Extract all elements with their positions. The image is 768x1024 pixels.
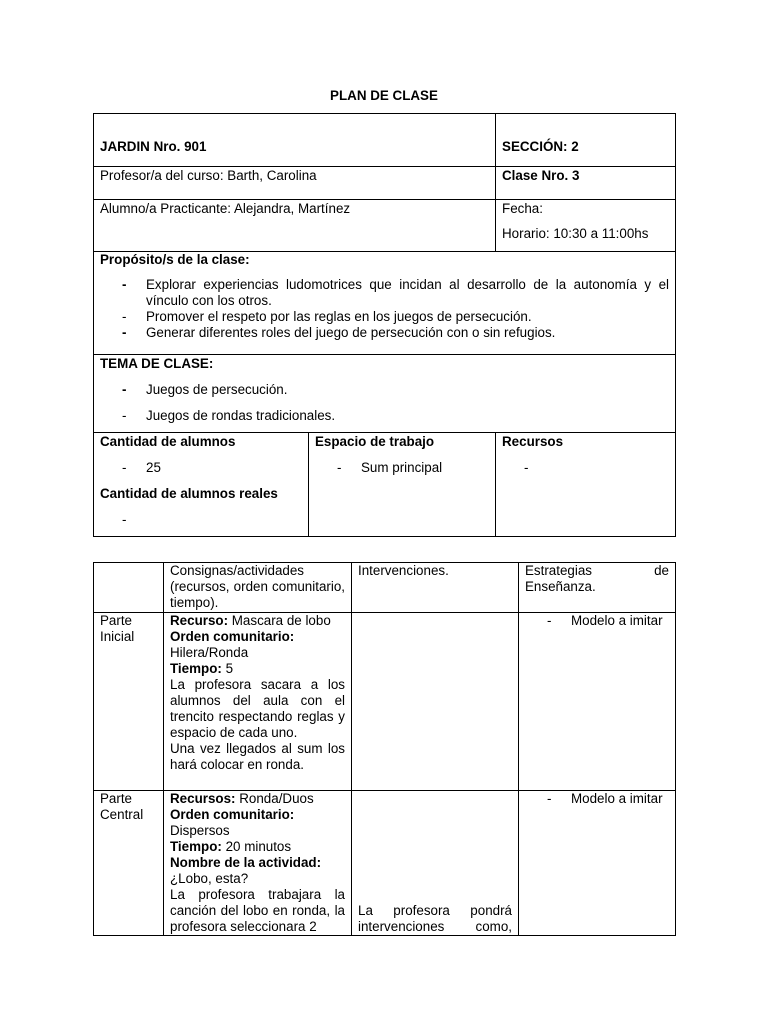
seccion-cell — [496, 114, 676, 167]
tema-item-2: - Juegos de rondas tradicionales. — [100, 408, 669, 424]
recursos-item: - — [502, 460, 669, 476]
cantidad-reales-value — [146, 512, 302, 528]
profesor-cell — [94, 167, 496, 200]
proposito-heading: Propósito/s de la clase: — [100, 252, 250, 267]
inicial-consignas-cell — [164, 613, 352, 791]
proposito-item-3: - Generar diferentes roles del juego de persecución con o sin refugios. — [100, 325, 669, 341]
cantidad-item: - 25 — [100, 460, 302, 476]
inicial-orden-label: Orden comunitario: — [170, 629, 295, 644]
espacio-item: - Sum principal — [315, 460, 489, 476]
cantidad-heading: Cantidad de alumnos — [100, 434, 236, 449]
estrategias-header-cell — [519, 563, 676, 613]
jardin-cell — [94, 114, 496, 167]
clase-cell — [496, 167, 676, 200]
plan-table — [93, 562, 676, 936]
central-text-1: La profesora trabajara la canción del lobo en ronda, la profesora seleccionara 2 — [170, 887, 345, 934]
consignas-header: Consignas/actividades (recursos, orden comunitario, tiempo). — [170, 563, 345, 610]
central-intervenciones-cell — [352, 791, 519, 936]
recursos-value — [548, 460, 669, 476]
proposito-item-1: - Explorar experiencias ludomotrices que incidan al desarrollo de la autonomía y el vínculo con los otros. — [100, 277, 669, 309]
recursos-heading: Recursos — [502, 434, 564, 449]
cantidad-reales-heading: Cantidad de alumnos reales — [100, 486, 278, 501]
central-label-cell — [94, 791, 164, 936]
central-estrategia-item: - Modelo a imitar — [525, 791, 669, 807]
horario-label: Horario: 10:30 a 11:00hs — [502, 226, 649, 241]
intervenciones-header: Intervenciones. — [358, 563, 449, 578]
central-consignas-cell — [164, 791, 352, 936]
central-nombre-value: ¿Lobo, esta? — [170, 871, 249, 886]
bullet-dash: - — [122, 277, 127, 292]
inicial-intervenciones-cell — [352, 613, 519, 791]
recursos-cell — [496, 433, 676, 537]
inicial-estrategia: Modelo a imitar — [571, 613, 663, 628]
tema-item-1: - Juegos de persecución. — [100, 382, 669, 398]
profesor-text: Profesor/a del curso: Barth, Carolina — [100, 168, 317, 183]
central-label: Parte Central — [100, 791, 144, 822]
cantidad-reales-item: - — [100, 512, 302, 528]
bullet-dash: - — [122, 408, 127, 423]
seccion-label: SECCIÓN: 2 — [502, 139, 579, 154]
clase-label: Clase Nro. 3 — [502, 168, 580, 183]
central-orden-value: Dispersos — [170, 823, 230, 838]
inicial-estrategia-item: - Modelo a imitar — [525, 613, 669, 629]
alumno-text: Alumno/a Practicante: Alejandra, Martínez — [100, 201, 351, 216]
proposito-item-2: - Promover el respeto por las reglas en los juegos de persecución. — [100, 309, 669, 325]
fecha-label: Fecha: — [502, 201, 543, 216]
inicial-estrategias-cell — [519, 613, 676, 791]
espacio-heading: Espacio de trabajo — [315, 434, 435, 449]
inicial-recurso: Recurso: Mascara de lobo — [170, 613, 331, 628]
intervenciones-header-cell — [352, 563, 519, 613]
bullet-dash: - — [122, 309, 127, 324]
espacio-value: Sum principal — [361, 460, 443, 475]
central-orden-label: Orden comunitario: — [170, 807, 295, 822]
central-tiempo: Tiempo: 20 minutos — [170, 839, 292, 854]
estrategias-header: Estrategias de Enseñanza. — [525, 563, 669, 594]
espacio-cell — [309, 433, 496, 537]
proposito-cell — [94, 252, 676, 355]
inicial-label: Parte Inicial — [100, 613, 135, 644]
document-title: PLAN DE CLASE — [330, 88, 438, 103]
jardin-label: JARDIN Nro. 901 — [100, 139, 207, 154]
consignas-header-cell — [164, 563, 352, 613]
central-recursos: Recursos: Ronda/Duos — [170, 791, 314, 806]
bullet-dash: - — [122, 325, 127, 340]
tema-heading: TEMA DE CLASE: — [100, 356, 214, 371]
central-estrategia: Modelo a imitar — [571, 791, 663, 806]
central-intervencion: La profesora pondrá intervenciones como, — [358, 903, 512, 934]
alumno-cell — [94, 200, 496, 252]
tema-cell — [94, 355, 676, 433]
inicial-tiempo: Tiempo: 5 — [170, 661, 234, 676]
inicial-text-1: La profesora sacara a los alumnos del aula con el trencito respectando reglas y espacio de cada uno. — [170, 677, 345, 740]
fecha-horario-cell — [496, 200, 676, 252]
header-table — [93, 113, 676, 537]
inicial-label-cell — [94, 613, 164, 791]
inicial-text-2: Una vez llegados al sum los hará colocar en ronda. — [170, 741, 345, 772]
cantidad-value: 25 — [146, 460, 161, 475]
cantidad-cell — [94, 433, 309, 537]
central-estrategias-cell — [519, 791, 676, 936]
empty-header-cell — [94, 563, 164, 613]
central-nombre-label: Nombre de la actividad: — [170, 855, 322, 870]
inicial-orden-value: Hilera/Ronda — [170, 645, 249, 660]
bullet-dash: - — [122, 382, 127, 397]
